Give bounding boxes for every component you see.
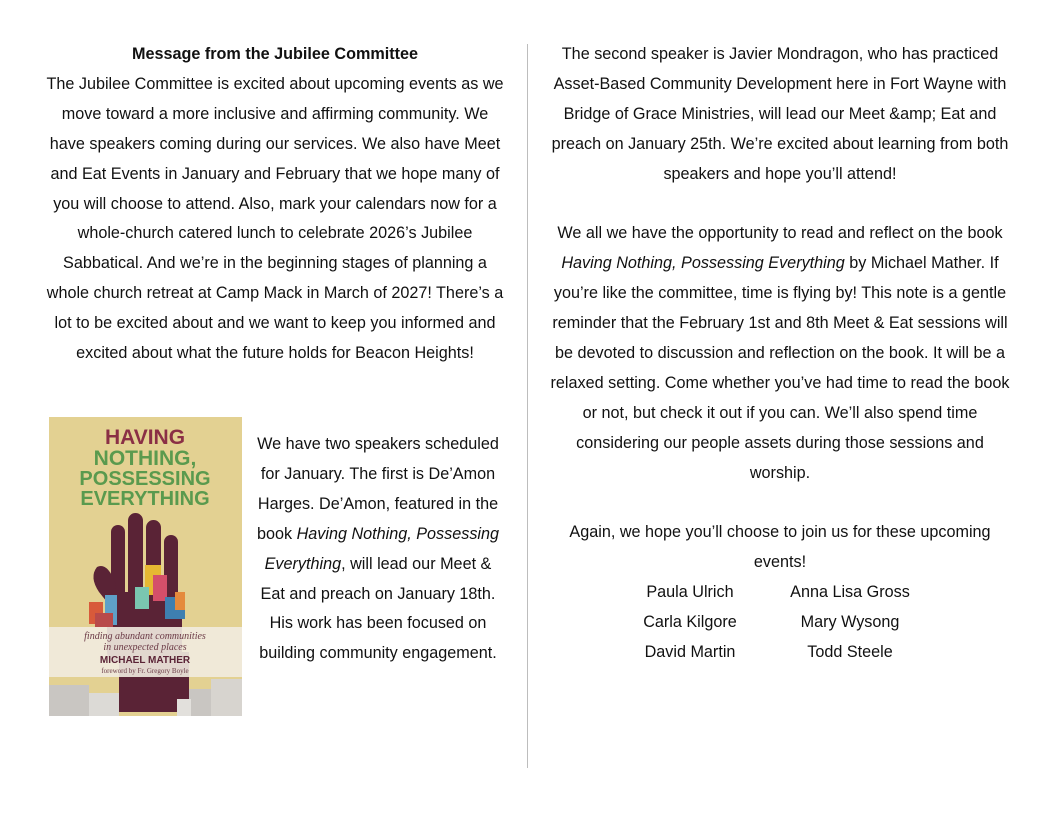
book-reading-post: by Michael Mather. If you’re like the committee, time is flying by! This note is a gentle reminder that the February 1st and 8th Meet & Eat sessions will be devoted to discussion and reflection on the book. It will be a relaxed setting. Come whether you’ve had time to read the book or not, but check it out if you can. We’ll also spend time considering our people assets during those sessions and worship.	[550, 254, 1010, 482]
book-reading-title: Having Nothing, Possessing Everything	[561, 254, 845, 273]
speakers-book-title: Having Nothing, Possessing Everything	[264, 524, 500, 573]
signer-name: Mary Wysong	[800, 613, 900, 632]
cover-foreword: foreword by Fr. Gregory Boyle	[101, 667, 189, 675]
speakers-text-pre: We have two speakers scheduled for January. The first is De’Amon Harges. De’Amon, featured in the book	[256, 435, 499, 543]
signer-name: Carla Kilgore	[643, 613, 737, 632]
column-divider	[527, 44, 528, 768]
second-speaker-paragraph: The second speaker is Javier Mondragon, who has practiced Asset-Based Community Development here in Fort Wayne with Bridge of Grace Ministries, will lead our Meet &amp; Eat and preach on January 25th. We’re excited about learning from both speakers and hope you’ll attend!	[551, 45, 1009, 183]
message-title: Message from the Jubilee Committee	[131, 45, 419, 63]
cover-author: MICHAEL MATHER	[99, 655, 191, 666]
closing-paragraph: Again, we hope you’ll choose to join us for these upcoming events!	[569, 523, 991, 572]
left-column	[42, 40, 508, 369]
book-reading-pre: We all we have the opportunity to read and reflect on the book	[557, 224, 1003, 243]
cover-title-4: EVERYTHING	[80, 488, 210, 510]
book-reading-paragraph	[548, 219, 1012, 488]
intro-paragraph: The Jubilee Committee is excited about upcoming events as we move toward a more inclusive and affirming community. We have speakers coming during our services. We also have Meet and Eat Events in January and February that we hope many of you will choose to attend. Also, mark your calendars now for a whole-church catered lunch to celebrate 2026’s Jubilee Sabbatical. And we’re in the beginning stages of planning a whole church retreat at Camp Mack in March of 2027! There’s a lot to be excited about and we want to keep you informed and excited about what the future holds for Beacon Heights!	[46, 74, 504, 363]
signer-row	[620, 638, 940, 668]
right-column	[548, 40, 1012, 668]
signer-name: Anna Lisa Gross	[790, 583, 910, 602]
book-cover-image	[49, 417, 242, 716]
signers-list	[548, 578, 1012, 668]
speakers-text-post: , will lead our Meet & Eat and preach on January 18th. His work has been focused on building community engagement.	[259, 554, 497, 663]
cover-title-1: HAVING	[104, 426, 186, 449]
signer-name: David Martin	[644, 643, 736, 662]
cover-subtitle-1: finding abundant communities	[84, 631, 206, 642]
signer-row	[620, 578, 940, 608]
cover-title-2: NOTHING,	[93, 447, 197, 470]
signer-name: Todd Steele	[807, 643, 893, 662]
signer-row	[620, 608, 940, 638]
speakers-paragraph	[254, 430, 502, 669]
signer-name: Paula Ulrich	[646, 583, 734, 602]
cover-title-3: POSSESSING	[79, 468, 211, 490]
cover-subtitle-2: in unexpected places	[103, 642, 187, 653]
